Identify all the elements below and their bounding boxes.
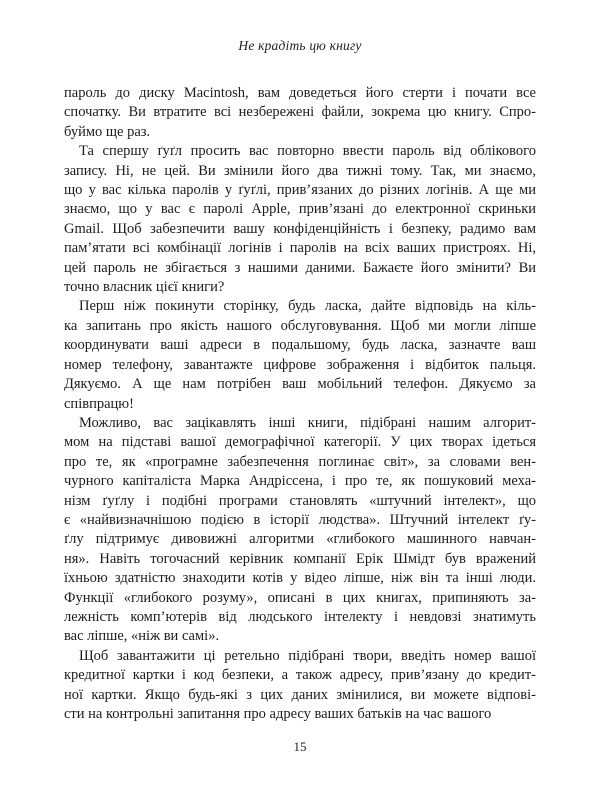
text-line: Щоб завантажити ці ретельно підібрані твори, введіть номер вашої bbox=[79, 647, 536, 664]
text-line: ка запитань про якість нашого обслуговування. Щоб ми могли ліпше bbox=[64, 317, 536, 334]
text-line: співпрацю! bbox=[64, 395, 134, 412]
text-line: Функції «глибокого розуму», описані в цих книгах, припиняють за- bbox=[64, 589, 536, 606]
text-line: ня». Навіть тогочасний керівник компанії Ерік Шмідт був вражений bbox=[64, 550, 536, 567]
text-line: Та спершу ґуґл просить вас повторно ввести пароль від облікового bbox=[79, 143, 536, 160]
text-line: знаємо, що у вас є паролі Apple, прив’язані до електронної скриньки bbox=[64, 201, 536, 218]
text-line: цей пароль не збігається з нашими даними. Бажаєте його змінити? Ви bbox=[64, 259, 536, 276]
text-line: буймо ще раз. bbox=[64, 123, 151, 140]
text-line: їхньою здатністю знаходити котів у відео ліпше, ніж він та інші люди. bbox=[64, 570, 536, 587]
paragraph bbox=[64, 142, 536, 297]
text-line: Дякуємо. А ще нам потрібен ваш мобільний телефон. Дякуємо за bbox=[64, 376, 536, 393]
body-text bbox=[64, 84, 536, 724]
text-line: пароль до диску Macintosh, вам доведеться його стерти і почати все bbox=[64, 85, 536, 101]
text-line: кредитної картки і код безпеки, а також адресу, прив’язану до кредит- bbox=[64, 667, 536, 684]
text-line: мом на підставі вашої демографічної категорії. У цих творах ідеться bbox=[64, 434, 536, 451]
text-line: запису. Ні, не цей. Ви змінили його два тижні тому. Так, ми знаємо, bbox=[64, 162, 536, 179]
page-number: 15 bbox=[293, 739, 307, 754]
text-line: нізм ґуґлу і подібні програми становлять «штучний інтелект», що bbox=[64, 492, 536, 509]
text-line: Gmail. Щоб забезпечити вашу конфіденційність і безпеку, радимо вам bbox=[64, 220, 536, 237]
paragraph bbox=[64, 414, 536, 647]
text-line: сти на контрольні запитання про адресу ваших батьків на час вашого bbox=[64, 706, 492, 722]
text-line: є «найвизначнішою подією в історії людства». Штучний інтелект ґу- bbox=[64, 511, 536, 528]
paragraph bbox=[64, 647, 536, 725]
text-line: лежність комп’ютерів від людського інтелекту і невдовзі знатимуть bbox=[64, 608, 536, 625]
paragraph bbox=[64, 84, 536, 142]
running-head: Не крадіть цю книгу bbox=[238, 38, 362, 53]
text-line: вас ліпше, «ніж ви самі». bbox=[64, 628, 220, 645]
text-line: ґлу підтримує дивовижні алгоритми «глибокого машинного навчан- bbox=[64, 531, 536, 548]
text-line: про те, як «програмне забезпечення поглинає світ», за словами вен- bbox=[64, 453, 536, 470]
text-line: точно власник цієї книги? bbox=[64, 279, 225, 296]
text-line: номер телефону, завантажте цифрове зображення і відбиток пальця. bbox=[64, 356, 536, 373]
text-line: Перш ніж покинути сторінку, будь ласка, дайте відповідь на кіль- bbox=[79, 298, 536, 315]
text-line: що у вас кілька паролів у ґуґлі, прив’язаних до різних логінів. А ще ми bbox=[64, 182, 536, 199]
text-line: чурного капіталіста Марка Андріссена, і про те, як пошуковий меха- bbox=[64, 473, 536, 490]
text-line: Можливо, вас зацікавлять інші книги, підібрані нашим алгорит- bbox=[79, 414, 536, 431]
text-line: ної картки. Якщо будь-які з цих даних змінилися, ви можете відпові- bbox=[64, 686, 536, 703]
text-line: пам’ятати всі комбінації логінів і паролів на всіх ваших пристроях. Ні, bbox=[64, 240, 536, 257]
text-line: спочатку. Ви втратите всі незбережені файли, зокрема цю книгу. Спро- bbox=[64, 104, 536, 121]
text-line: координувати ваші адреси в подальшому, будь ласка, зазначте ваш bbox=[64, 337, 536, 354]
paragraph bbox=[64, 297, 536, 413]
